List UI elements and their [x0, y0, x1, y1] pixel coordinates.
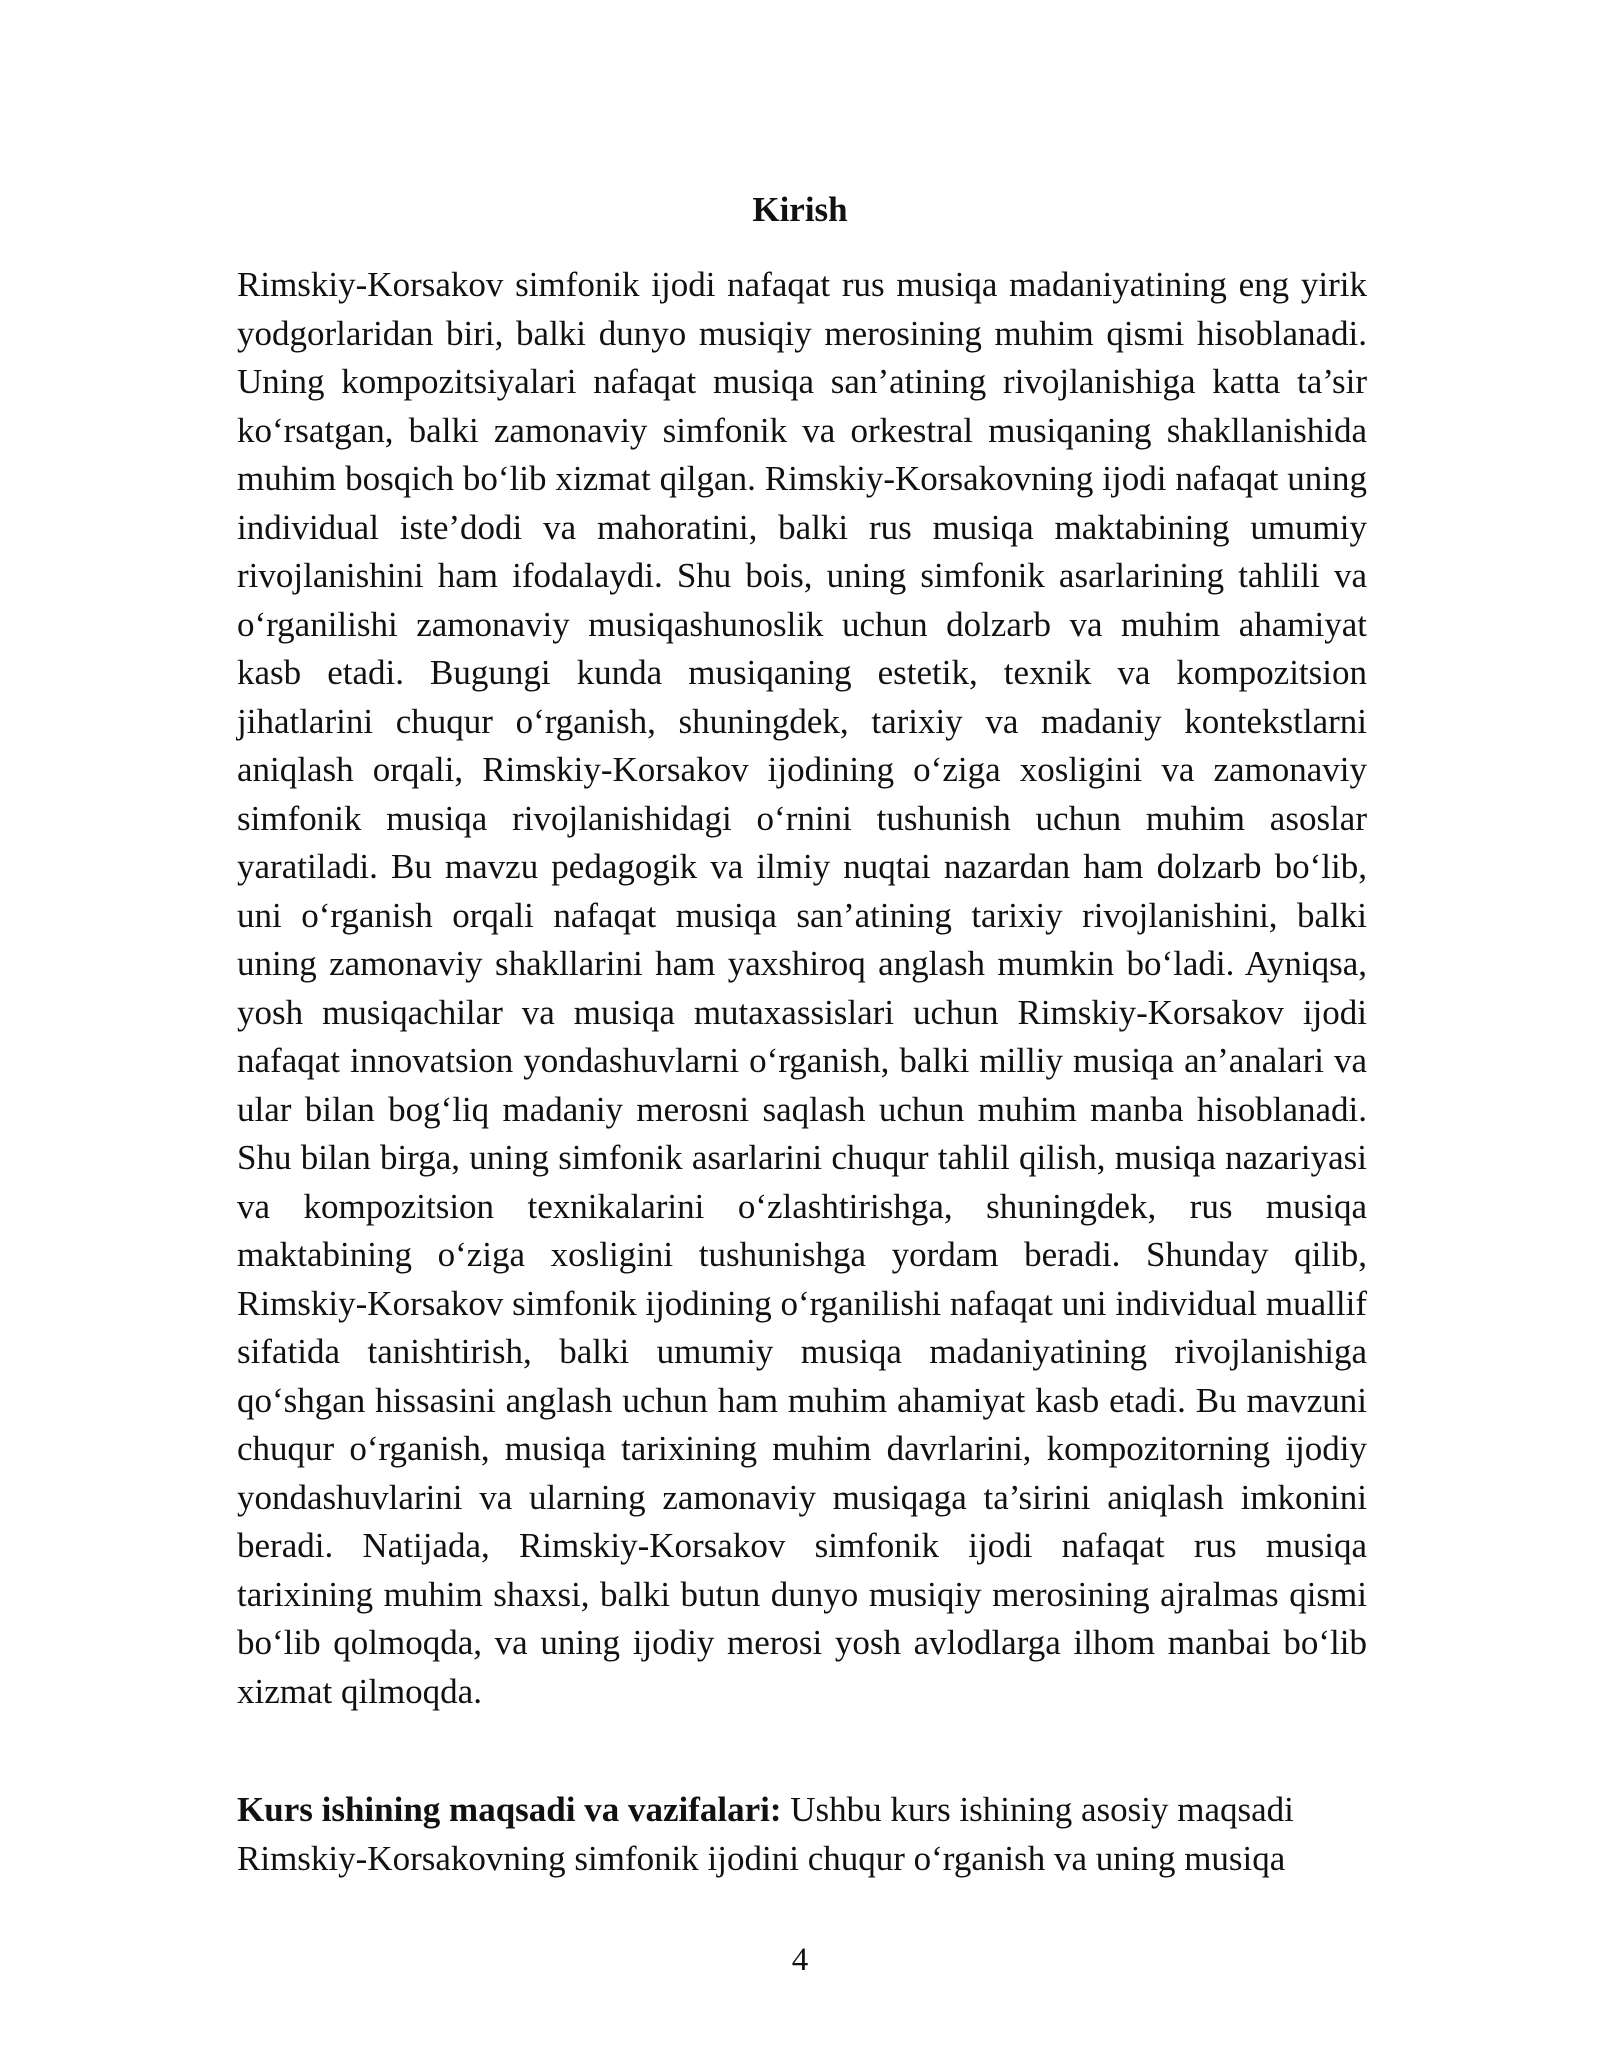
goals-heading: Kurs ishining maqsadi va vazifalari: [237, 1790, 782, 1829]
goals-text: Ushbu kurs ishining asosiy maqsadi Rimskiy-Korsakovning simfonik ijodini chuqur o‘rganish va uning musiqa [237, 1790, 1294, 1878]
intro-paragraph: Rimskiy-Korsakov simfonik ijodi nafaqat rus musiqa madaniyatining eng yirik yodgorlaridan biri, balki dunyo musiqiy merosining muhim qismi hisoblanadi. Uning kompozitsiyalari nafaqat musiqa san’atining rivojlanishiga katta ta’sir ko‘rsatgan, balki zamonaviy simfonik va orkestral musiqaning shakllanishida muhim bosqich bo‘lib xizmat qilgan. Rimskiy-Korsakovning ijodi nafaqat uning individual iste’dodi va mahoratini, balki rus musiqa maktabining umumiy rivojlanishini ham ifodalaydi. Shu bois, uning simfonik asarlarining tahlili va o‘rganilishi zamonaviy musiqashunoslik uchun dolzarb va muhim ahamiyat kasb etadi. Bugungi kunda musiqaning estetik, texnik va kompozitsion jihatlarini chuqur o‘rganish, shuningdek, tarixiy va madaniy kontekstlarni aniqlash orqali, Rimskiy-Korsakov ijodining o‘ziga xosligini va zamonaviy simfonik musiqa rivojlanishidagi o‘rnini tushunish uchun muhim asoslar yaratiladi. Bu mavzu pedagogik va ilmiy nuqtai nazardan ham dolzarb bo‘lib, uni o‘rganish orqali nafaqat musiqa san’atining tarixiy rivojlanishini, balki uning zamonaviy shakllarini ham yaxshiroq anglash mumkin bo‘ladi. Ayniqsa, yosh musiqachilar va musiqa mutaxassislari uchun Rimskiy-Korsakov ijodi nafaqat innovatsion yondashuvlarni o‘rganish, balki milliy musiqa an’analari va ular bilan bog‘liq madaniy merosni saqlash uchun muhim manba hisoblanadi. Shu bilan birga, uning simfonik asarlarini chuqur tahlil qilish, musiqa nazariyasi va kompozitsion texnikalarini o‘zlashtirishga, shuningdek, rus musiqa maktabining o‘ziga xosligini tushunishga yordam beradi. Shunday qilib, Rimskiy-Korsakov simfonik ijodining o‘rganilishi nafaqat uni individual muallif sifatida tanishtirish, balki umumiy musiqa madaniyatining rivojlanishiga qo‘shgan hissasini anglash uchun ham muhim ahamiyat kasb etadi. Bu mavzuni chuqur o‘rganish, musiqa tarixining muhim davrlarini, kompozitorning ijodiy yondashuvlarini va ularning zamonaviy musiqaga ta’sirini aniqlash imkonini beradi. Natijada, Rimskiy-Korsakov simfonik ijodi nafaqat rus musiqa tarixining muhim shaxsi, balki butun dunyo musiqiy merosining ajralmas qismi bo‘lib qolmoqda, va uning ijodiy merosi yosh avlodlarga ilhom manbai bo‘lib xizmat qilmoqda. [237, 265, 1367, 1711]
goals-paragraph [237, 1786, 1367, 1883]
page-number: 4 [791, 1942, 809, 1978]
section-title: Kirish [752, 190, 848, 229]
